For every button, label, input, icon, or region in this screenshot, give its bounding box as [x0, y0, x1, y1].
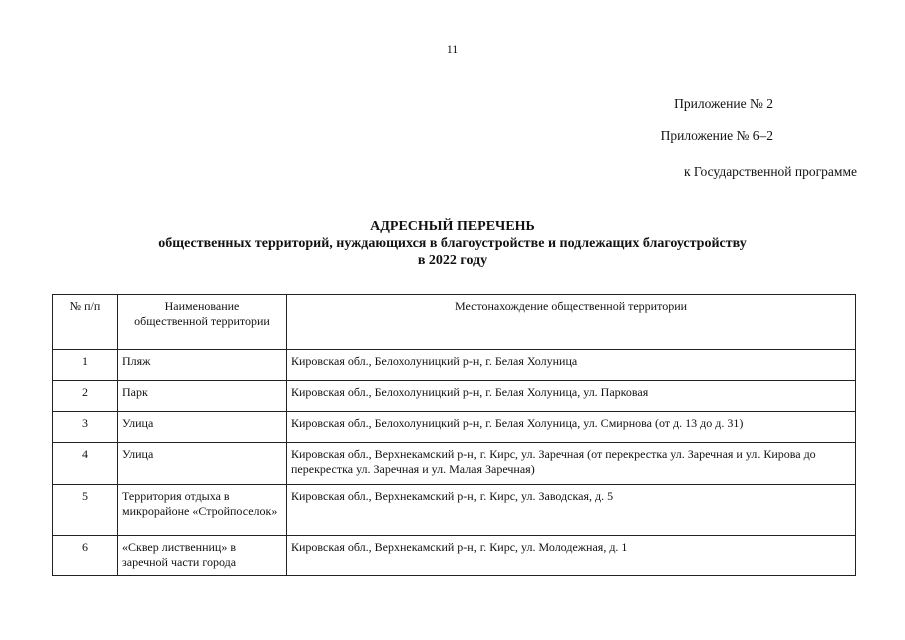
cell-location: Кировская обл., Верхнекамский р-н, г. Кирс, ул. Заводская, д. 5 — [287, 485, 856, 536]
header-num: № п/п — [53, 295, 118, 350]
cell-name: Территория отдыха в микрорайоне «Стройпоселок» — [118, 485, 287, 536]
cell-name: Улица — [118, 443, 287, 485]
address-table — [52, 294, 856, 576]
cell-num: 2 — [53, 381, 118, 412]
table-row — [53, 381, 856, 412]
table-row — [53, 443, 856, 485]
table-row — [53, 536, 856, 576]
title-line-1: АДРЕСНЫЙ ПЕРЕЧЕНЬ — [370, 219, 535, 234]
cell-name: Улица — [118, 412, 287, 443]
title-line-2: общественных территорий, нуждающихся в благоустройстве и подлежащих благоустройству — [158, 236, 747, 251]
cell-name: «Сквер лиственниц» в заречной части города — [118, 536, 287, 576]
appendix-line-2: Приложение № 6–2 — [660, 128, 773, 143]
document-title — [0, 218, 905, 269]
cell-num: 5 — [53, 485, 118, 536]
title-line-3: в 2022 году — [417, 253, 488, 268]
cell-num: 1 — [53, 350, 118, 381]
cell-location: Кировская обл., Белохолуницкий р-н, г. Белая Холуница, ул. Смирнова (от д. 13 до д. 31) — [287, 412, 856, 443]
cell-name: Пляж — [118, 350, 287, 381]
cell-location: Кировская обл., Верхнекамский р-н, г. Кирс, ул. Молодежная, д. 1 — [287, 536, 856, 576]
header-location: Местонахождение общественной территории — [287, 295, 856, 350]
cell-location: Кировская обл., Верхнекамский р-н, г. Кирс, ул. Заречная (от перекрестка ул. Заречная и ул. Кирова до перекрестка ул. Заречная и ул. Малая Заречная) — [287, 443, 856, 485]
table-row — [53, 412, 856, 443]
cell-name: Парк — [118, 381, 287, 412]
cell-location: Кировская обл., Белохолуницкий р-н, г. Белая Холуница — [287, 350, 856, 381]
cell-location: Кировская обл., Белохолуницкий р-н, г. Белая Холуница, ул. Парковая — [287, 381, 856, 412]
appendix-line-1: Приложение № 2 — [674, 96, 773, 111]
page-number: 11 — [446, 42, 459, 56]
table-row — [53, 350, 856, 381]
header-name: Наименование общественной территории — [118, 295, 287, 350]
table-row — [53, 485, 856, 536]
cell-num: 4 — [53, 443, 118, 485]
cell-num: 6 — [53, 536, 118, 576]
cell-num: 3 — [53, 412, 118, 443]
table-header-row — [53, 295, 856, 350]
appendix-line-3: к Государственной программе — [683, 164, 857, 179]
